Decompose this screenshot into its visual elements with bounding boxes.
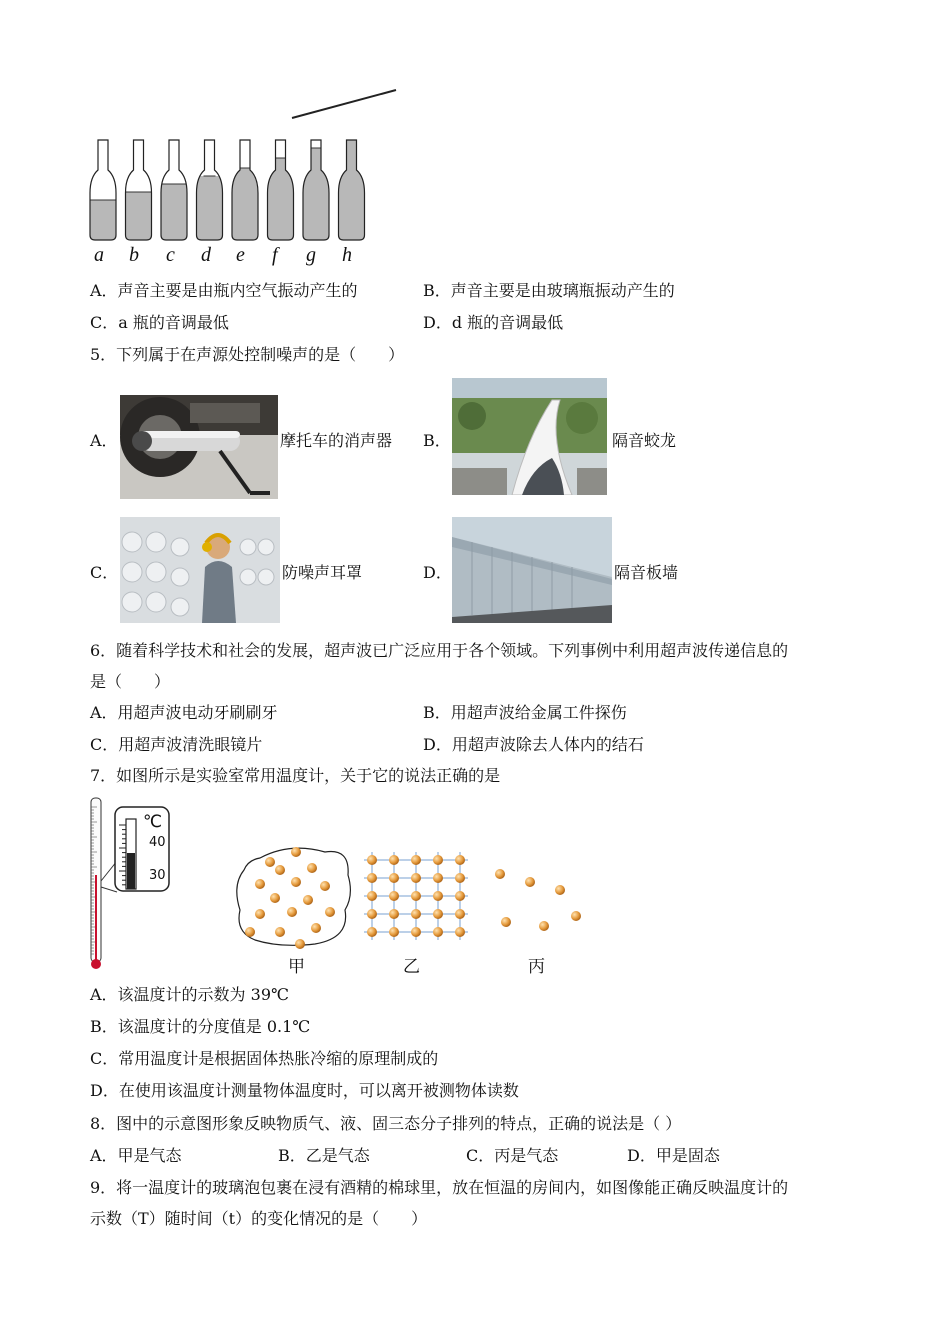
q6-option-c: C．用超声波清洗眼镜片 (90, 735, 263, 754)
gas-molecule (501, 917, 511, 927)
solid-molecule (367, 909, 377, 919)
molecule-label-yi: 乙 (403, 957, 420, 977)
q4-option-c: C．a 瓶的音调最低 (90, 313, 229, 332)
gas-molecule (571, 911, 581, 921)
q5-option-d-caption: 隔音板墙 (614, 563, 679, 582)
solid-molecule (389, 909, 399, 919)
q6-option-b: B．用超声波给金属工件探伤 (423, 703, 627, 722)
q4-option-b: B．声音主要是由玻璃瓶振动产生的 (423, 281, 675, 300)
liquid-molecule (275, 865, 285, 875)
molecule-label-bing: 丙 (528, 957, 545, 977)
q7-stem: 7．如图所示是实验室常用温度计，关于它的说法正确的是 (90, 766, 501, 785)
q5-option-d-letter: D． (423, 563, 452, 582)
q7-option-c: C．常用温度计是根据固体热胀冷缩的原理制成的 (90, 1049, 439, 1068)
motorcycle-muffler-photo (120, 395, 278, 499)
bottle-water (125, 192, 153, 245)
bottle-label-g: g (306, 244, 316, 266)
bottle-label-h: h (342, 244, 352, 266)
q8-option-b: B．乙是气态 (278, 1146, 370, 1165)
sound-barrier-tunnel-photo (452, 378, 607, 495)
q8-option-a: A．甲是气态 (90, 1146, 182, 1165)
solid-molecule (455, 855, 465, 865)
liquid-molecule (295, 939, 305, 949)
solid-molecule (455, 927, 465, 937)
solid-molecule (389, 927, 399, 937)
q4-option-a: A．声音主要是由瓶内空气振动产生的 (90, 281, 358, 300)
q9-stem-line1: 9．将一温度计的玻璃泡包裹在浸有酒精的棉球里，放在恒温的房间内，如图像能正确反映温度计的 (90, 1178, 789, 1197)
q5-option-c-letter: C． (90, 563, 119, 582)
sound-barrier-wall-photo (452, 517, 612, 623)
liquid-molecule (255, 909, 265, 919)
solid-molecule (389, 873, 399, 883)
liquid-molecule (265, 857, 275, 867)
bottle-label-d: d (201, 244, 211, 266)
solid-molecule (433, 873, 443, 883)
solid-molecule (433, 855, 443, 865)
solid-molecule (367, 873, 377, 883)
molecule-figure (230, 840, 590, 950)
solid-molecule (411, 927, 421, 937)
q7-option-a: A．该温度计的示数为 39℃ (90, 985, 289, 1004)
solid-molecule (411, 855, 421, 865)
solid-molecule (433, 891, 443, 901)
bottle-water (231, 168, 259, 245)
solid-molecule (389, 855, 399, 865)
gas-molecule (495, 869, 505, 879)
bottle-label-e: e (236, 244, 245, 266)
thermometer-bulb (91, 959, 101, 969)
liquid-molecule (307, 863, 317, 873)
liquid-molecule (291, 847, 301, 857)
solid-molecule (433, 909, 443, 919)
bottle-water (89, 200, 117, 245)
solid-molecule (411, 873, 421, 883)
q6-option-d: D．用超声波除去人体内的结石 (423, 735, 644, 754)
solid-molecule (455, 909, 465, 919)
gas-molecule (555, 885, 565, 895)
liquid-molecule (287, 907, 297, 917)
earmuffs-worker-photo (120, 517, 280, 623)
liquid-molecule (275, 927, 285, 937)
thermometer-unit: ℃ (143, 812, 163, 832)
liquid-molecule (311, 923, 321, 933)
solid-molecule (367, 855, 377, 865)
bottle-label-a: a (94, 244, 104, 266)
liquid-molecule (320, 881, 330, 891)
thermometer-tick-40: 40 (149, 835, 166, 850)
solid-molecule (411, 909, 421, 919)
q5-option-a-caption: 摩托车的消声器 (280, 431, 393, 450)
liquid-molecule (255, 879, 265, 889)
q6-stem-line1: 6．随着科学技术和社会的发展，超声波已广泛应用于各个领域。下列事例中利用超声波传递信息的 (90, 641, 789, 660)
solid-molecule (455, 891, 465, 901)
q5-option-b-caption: 隔音蛟龙 (612, 431, 677, 450)
bottle-label-b: b (129, 244, 139, 266)
striking-stick (292, 90, 396, 118)
liquid-molecule (303, 895, 313, 905)
solid-molecule (389, 891, 399, 901)
q8-stem: 8．图中的示意图形象反映物质气、液、固三态分子排列的特点，正确的说法是（ ） (90, 1114, 682, 1133)
liquid-molecule (245, 927, 255, 937)
q5-option-a-letter: A． (90, 431, 118, 450)
bottle-water (160, 184, 188, 245)
q5-option-b-letter: B． (423, 431, 451, 450)
q7-option-d: D．在使用该温度计测量物体温度时，可以离开被测物体读数 (90, 1081, 519, 1100)
q6-option-a: A．用超声波电动牙刷刷牙 (90, 703, 278, 722)
solid-molecule (433, 927, 443, 937)
bottle-water (338, 140, 366, 245)
gas-molecule (525, 877, 535, 887)
solid-molecule (367, 927, 377, 937)
bottle-label-f: f (272, 244, 278, 266)
bottle-water (302, 148, 330, 245)
solid-molecule (455, 873, 465, 883)
bottle-label-c: c (166, 244, 175, 266)
q9-stem-line2: 示数（T）随时间（t）的变化情况的是（ ） (90, 1209, 428, 1228)
q8-option-c: C．丙是气态 (466, 1146, 559, 1165)
liquid-molecule (325, 907, 335, 917)
bottle-water (196, 176, 224, 245)
q7-option-b: B．该温度计的分度值是 0.1℃ (90, 1017, 311, 1036)
bottle-water (267, 158, 295, 245)
liquid-molecule (270, 893, 280, 903)
q5-option-c-caption: 防噪声耳罩 (282, 563, 363, 582)
molecule-label-jia: 甲 (288, 957, 305, 977)
solid-molecule (367, 891, 377, 901)
solid-molecule (411, 891, 421, 901)
thermometer-tick-30: 30 (149, 868, 166, 883)
q6-stem-line2: 是（ ） (90, 672, 171, 691)
q4-option-d: D．d 瓶的音调最低 (423, 313, 564, 332)
q5-stem: 5．下列属于在声源处控制噪声的是（ ） (90, 345, 405, 364)
gas-molecule (539, 921, 549, 931)
liquid-molecule (291, 877, 301, 887)
q8-option-d: D．甲是固态 (627, 1146, 720, 1165)
